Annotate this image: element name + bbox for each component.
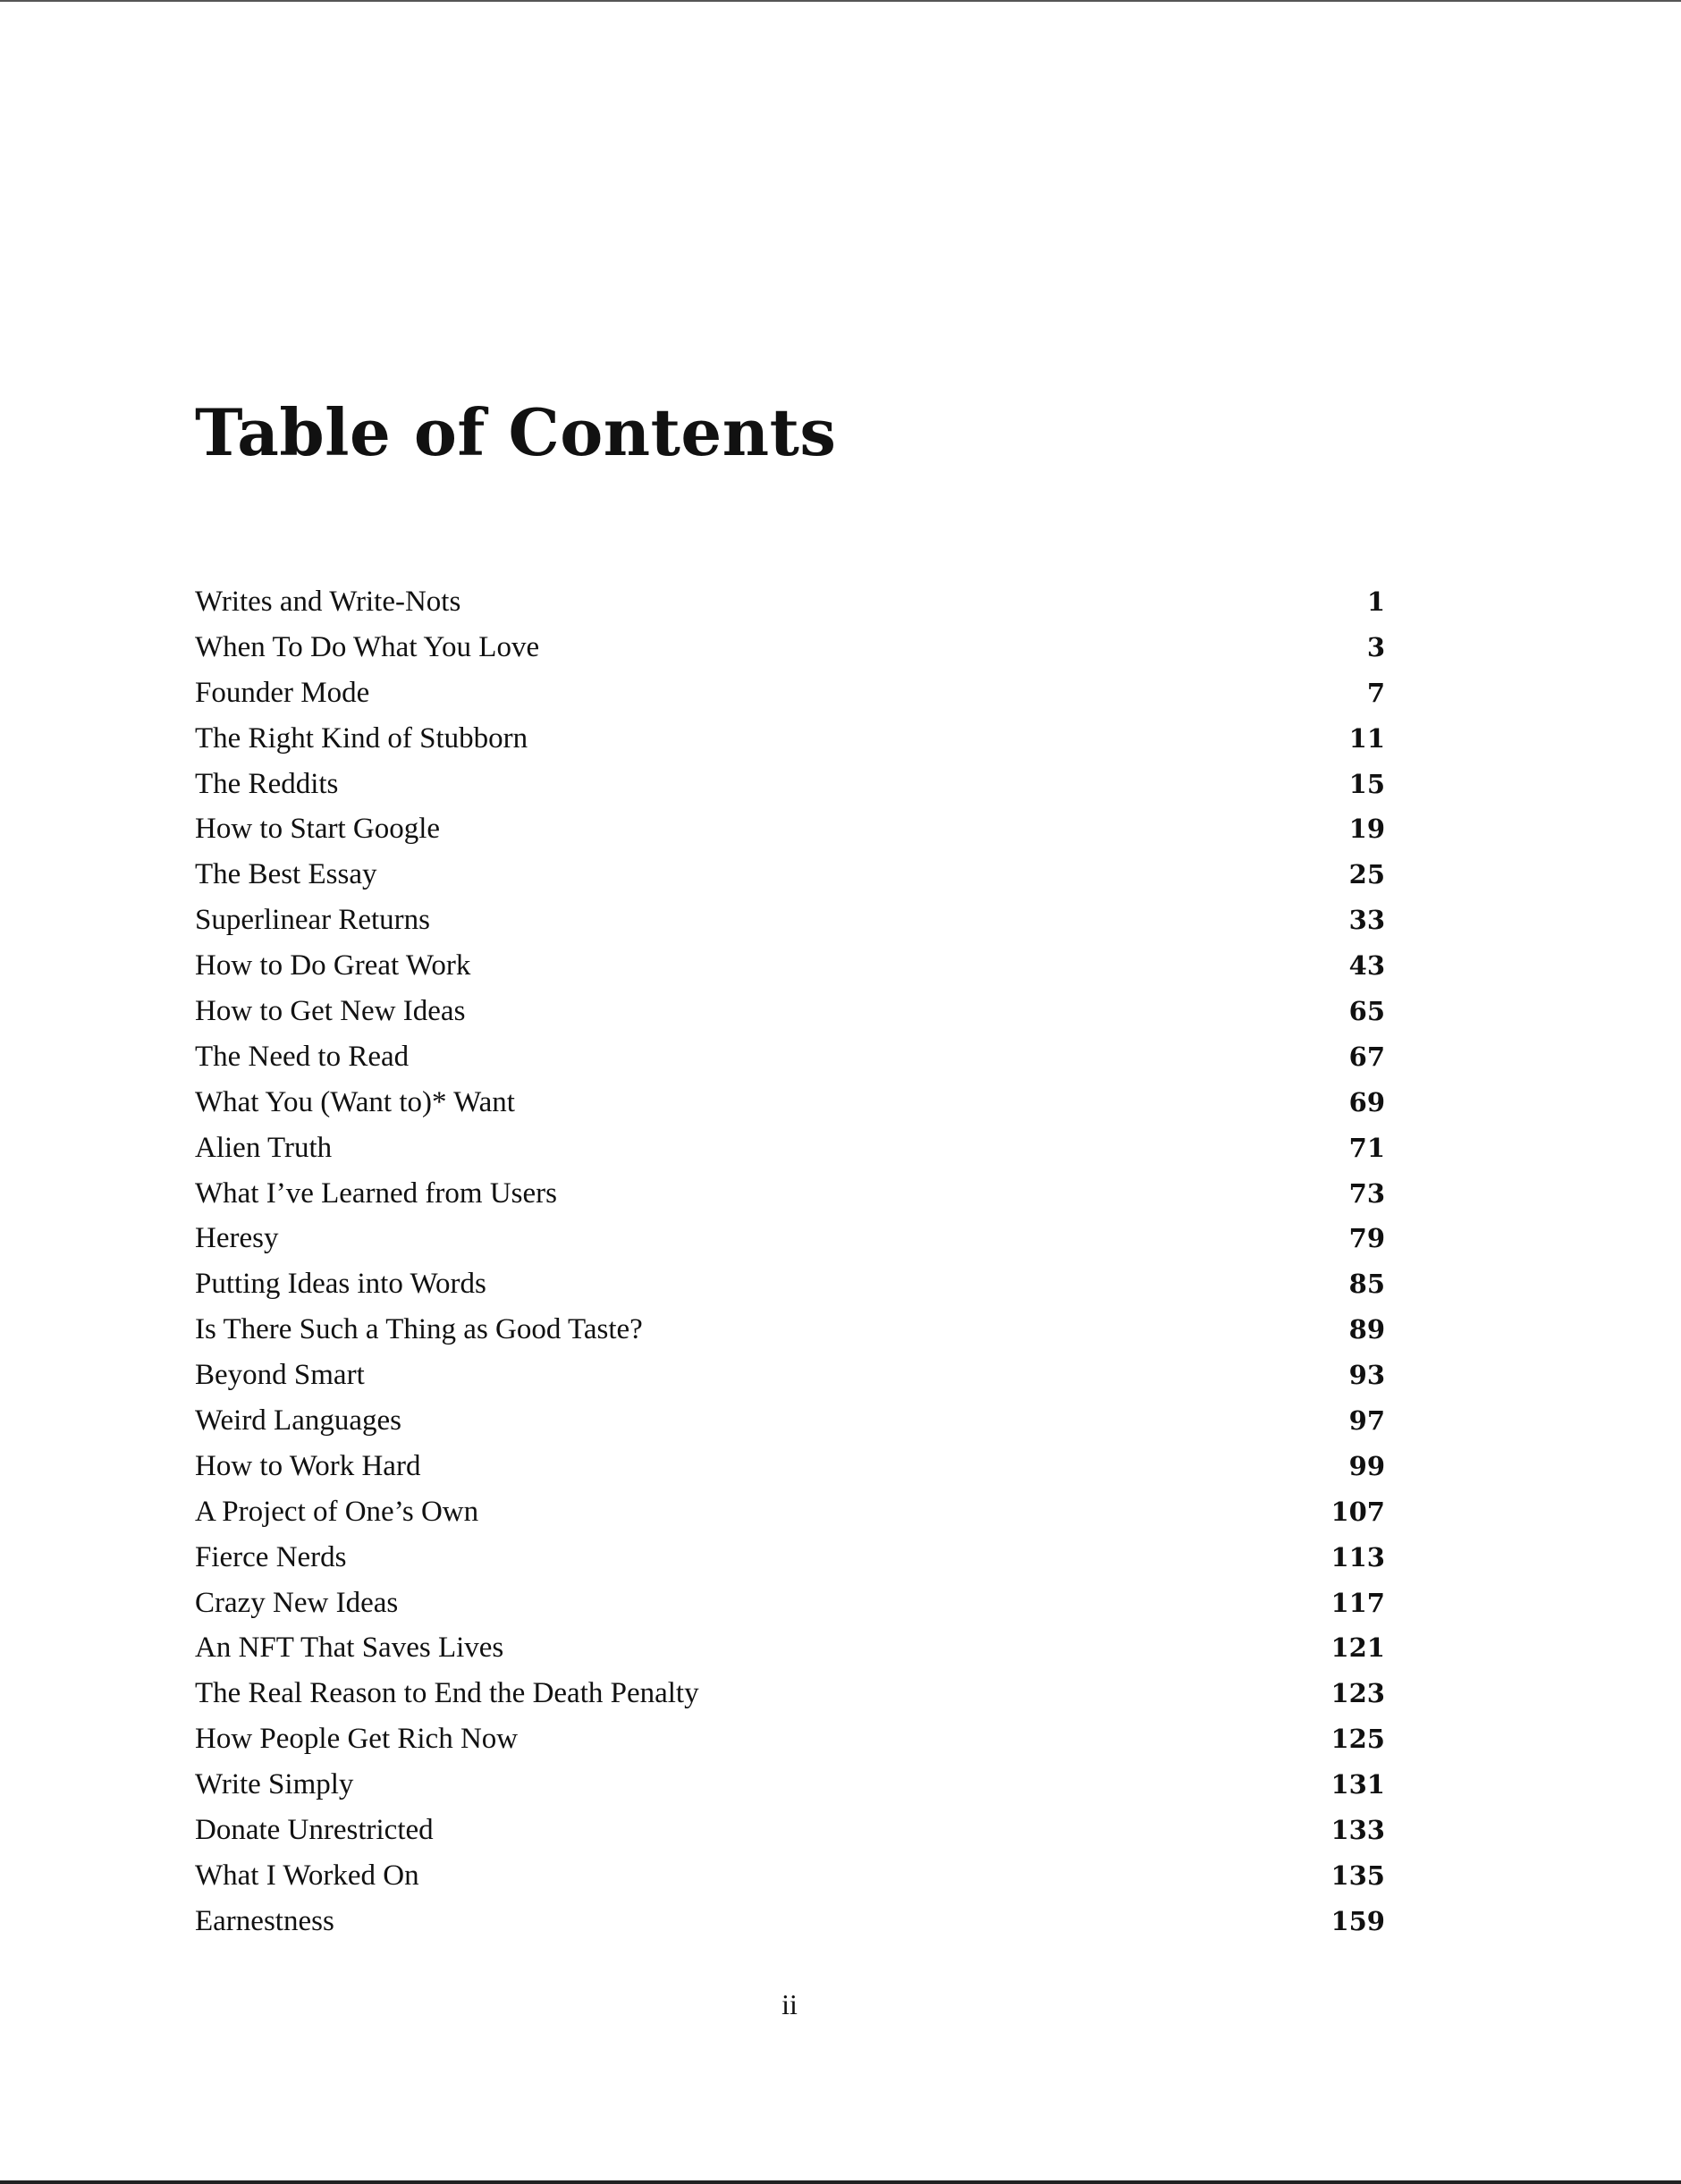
toc-entry[interactable] <box>195 1808 1385 1853</box>
toc-entry-page-number: 1 <box>1366 586 1385 617</box>
page-number: ii <box>781 1988 798 2020</box>
toc-entry-title: What I’ve Learned from Users <box>195 1176 557 1210</box>
toc-entry[interactable] <box>195 1625 1385 1671</box>
toc-entry-page-number: 25 <box>1348 859 1385 890</box>
toc-entry-title: What You (Want to)* Want <box>195 1085 515 1118</box>
toc-entry-title: Heresy <box>195 1222 279 1255</box>
toc-entry[interactable] <box>195 579 1385 625</box>
toc-entry[interactable] <box>195 898 1385 943</box>
toc-entry-page-number: 89 <box>1348 1314 1385 1345</box>
toc-entry-page-number: 131 <box>1330 1769 1385 1800</box>
toc-entry-page-number: 43 <box>1348 950 1385 982</box>
toc-entry-title: Writes and Write-Nots <box>195 586 461 618</box>
toc-entry-page-number: 97 <box>1348 1405 1385 1437</box>
toc-entry[interactable] <box>195 1581 1385 1626</box>
toc-entry-title: Fierce Nerds <box>195 1540 347 1573</box>
toc-entry[interactable] <box>195 1899 1385 1944</box>
toc-entry-title: An NFT That Saves Lives <box>195 1632 504 1665</box>
toc-entry-page-number: 133 <box>1330 1815 1385 1846</box>
toc-entry-page-number: 71 <box>1348 1132 1385 1163</box>
toc-entry-title: The Real Reason to End the Death Penalty <box>195 1677 699 1710</box>
toc-entry-title: How to Work Hard <box>195 1449 421 1482</box>
toc-entry-title: The Need to Read <box>195 1040 410 1073</box>
toc-entry[interactable] <box>195 716 1385 762</box>
toc-entry-page-number: 125 <box>1330 1724 1385 1755</box>
toc-entry[interactable] <box>195 625 1385 670</box>
toc-entry[interactable] <box>195 1853 1385 1899</box>
toc-entry-title: Earnestness <box>195 1904 334 1937</box>
toc-entry-page-number: 15 <box>1348 768 1385 799</box>
toc-entry-title: Beyond Smart <box>195 1359 365 1392</box>
toc-entry[interactable] <box>195 852 1385 898</box>
toc-entry[interactable] <box>195 1171 1385 1217</box>
toc-entry[interactable] <box>195 1716 1385 1762</box>
toc-entry-title: How to Start Google <box>195 813 441 846</box>
toc-entry-title: A Project of One’s Own <box>195 1495 479 1528</box>
toc-entry[interactable] <box>195 670 1385 716</box>
toc-entry-page-number: 19 <box>1348 814 1385 845</box>
toc-entry-title: Crazy New Ideas <box>195 1586 399 1619</box>
toc-entry-title: The Reddits <box>195 767 339 800</box>
toc-entry-title: The Right Kind of Stubborn <box>195 721 528 755</box>
toc-entry-title: When To Do What You Love <box>195 630 540 663</box>
toc-entry-title: Donate Unrestricted <box>195 1814 434 1847</box>
toc-entry[interactable] <box>195 1489 1385 1535</box>
toc-entry-page-number: 113 <box>1330 1541 1385 1573</box>
page-bottom-rule <box>0 2180 1681 2184</box>
toc-entry-title: How to Get New Ideas <box>195 995 466 1028</box>
toc-entry[interactable] <box>195 1126 1385 1171</box>
toc-entry-page-number: 33 <box>1348 905 1385 936</box>
table-of-contents-list <box>195 579 1385 1944</box>
toc-entry[interactable] <box>195 1034 1385 1080</box>
toc-entry-page-number: 159 <box>1330 1905 1385 1936</box>
toc-entry-page-number: 69 <box>1348 1086 1385 1117</box>
toc-entry[interactable] <box>195 1444 1385 1489</box>
toc-entry[interactable] <box>195 1762 1385 1808</box>
toc-entry-title: Write Simply <box>195 1768 354 1801</box>
toc-entry-title: How to Do Great Work <box>195 949 471 982</box>
page-title: Table of Contents <box>195 394 837 470</box>
toc-entry-page-number: 11 <box>1348 722 1385 754</box>
toc-entry-page-number: 107 <box>1330 1496 1385 1527</box>
toc-entry-page-number: 7 <box>1366 677 1385 708</box>
toc-entry-page-number: 117 <box>1330 1587 1385 1618</box>
toc-entry-title: Is There Such a Thing as Good Taste? <box>195 1313 643 1346</box>
toc-entry[interactable] <box>195 806 1385 852</box>
toc-entry-page-number: 67 <box>1348 1041 1385 1072</box>
toc-entry[interactable] <box>195 1080 1385 1126</box>
toc-entry[interactable] <box>195 1307 1385 1353</box>
toc-entry-page-number: 73 <box>1348 1177 1385 1209</box>
toc-entry[interactable] <box>195 1671 1385 1716</box>
page-top-rule <box>0 0 1681 2</box>
toc-entry-page-number: 93 <box>1348 1360 1385 1391</box>
toc-entry[interactable] <box>195 1398 1385 1444</box>
toc-entry-title: How People Get Rich Now <box>195 1723 519 1756</box>
toc-entry-page-number: 79 <box>1348 1223 1385 1254</box>
toc-entry-title: The Best Essay <box>195 858 377 891</box>
toc-entry[interactable] <box>195 943 1385 989</box>
toc-entry[interactable] <box>195 989 1385 1034</box>
toc-entry[interactable] <box>195 1261 1385 1307</box>
toc-entry[interactable] <box>195 762 1385 807</box>
toc-entry-title: Putting Ideas into Words <box>195 1268 486 1301</box>
toc-entry-title: Founder Mode <box>195 676 370 709</box>
toc-entry-title: Superlinear Returns <box>195 904 431 937</box>
toc-entry-page-number: 3 <box>1366 631 1385 662</box>
toc-entry-page-number: 85 <box>1348 1269 1385 1300</box>
toc-entry-page-number: 65 <box>1348 996 1385 1027</box>
toc-entry-page-number: 99 <box>1348 1450 1385 1481</box>
toc-entry-title: Weird Languages <box>195 1404 401 1438</box>
toc-entry-title: Alien Truth <box>195 1131 333 1164</box>
toc-entry[interactable] <box>195 1535 1385 1581</box>
toc-entry-page-number: 121 <box>1330 1632 1385 1664</box>
toc-entry-title: What I Worked On <box>195 1859 419 1892</box>
toc-entry-page-number: 123 <box>1330 1678 1385 1709</box>
toc-entry[interactable] <box>195 1216 1385 1261</box>
toc-entry-page-number: 135 <box>1330 1859 1385 1891</box>
toc-entry[interactable] <box>195 1353 1385 1398</box>
